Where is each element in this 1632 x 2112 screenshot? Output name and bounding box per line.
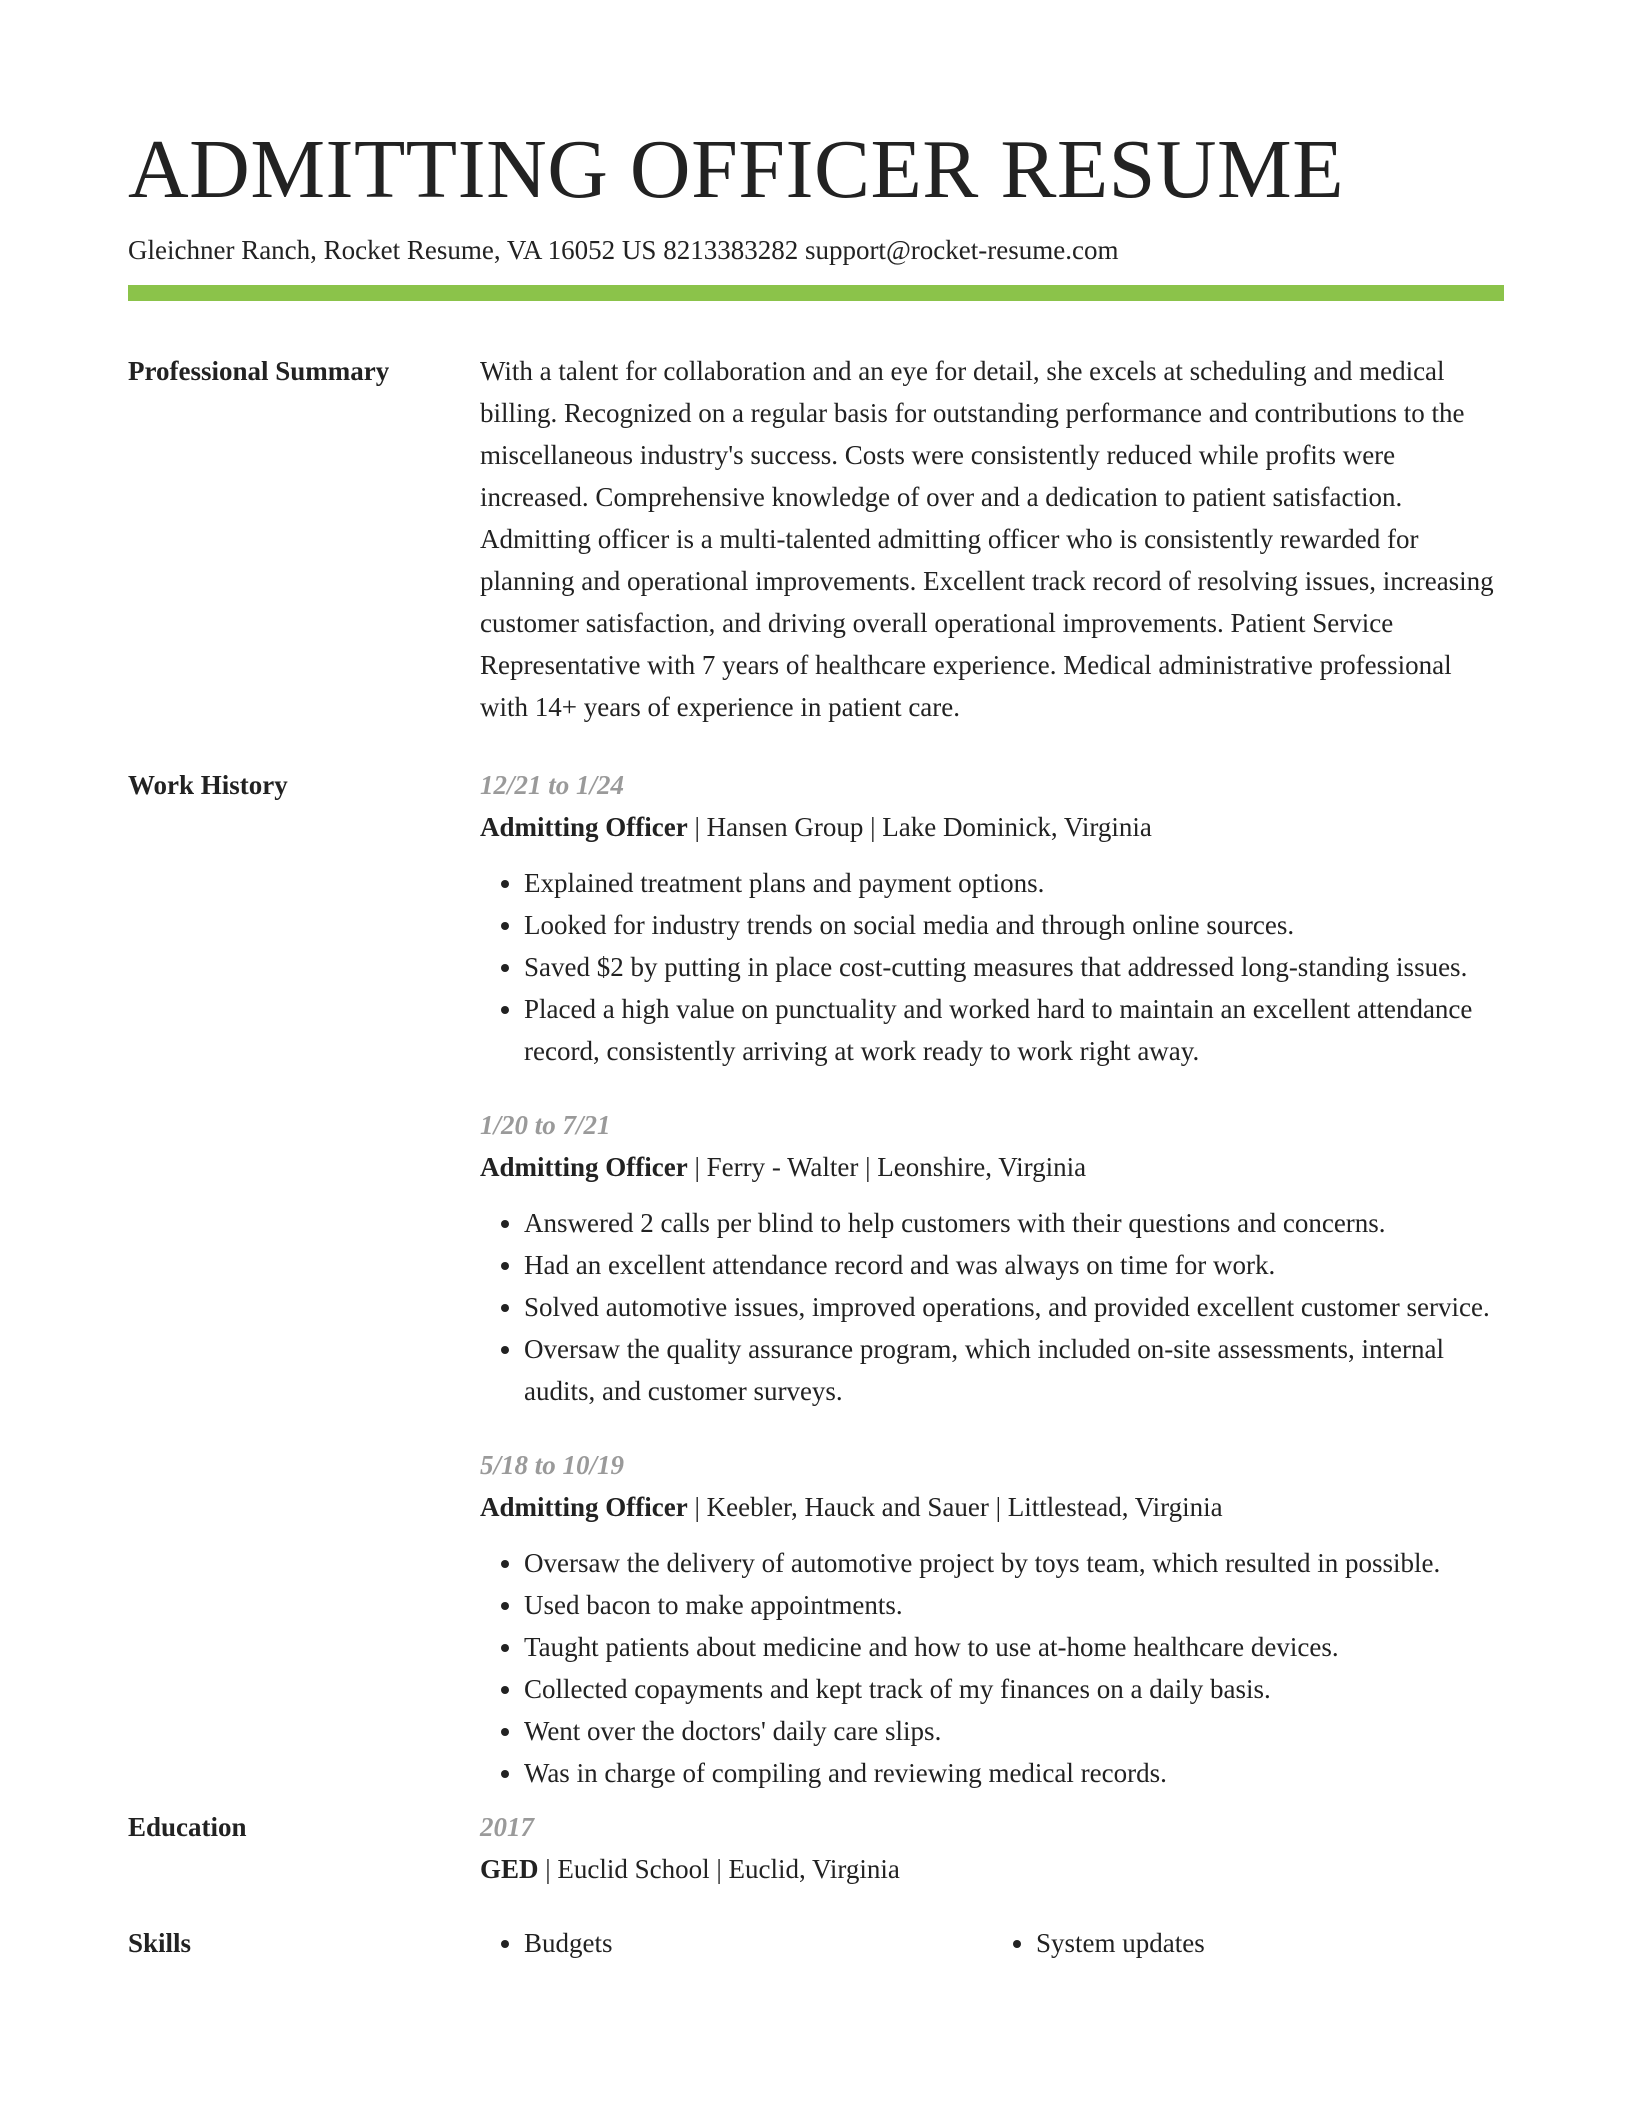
education-label: Education [128,1812,247,1842]
job-entry [480,1104,1504,1412]
education-year: 2017 [480,1812,534,1842]
summary-section [128,350,1504,728]
job-details: | Keebler, Hauck and Sauer | Littlestead, Virginia [687,1492,1223,1522]
education-section [128,1806,1504,1890]
skill-item: • Budgets [524,1922,992,1964]
job-entry [480,1444,1504,1794]
job-entry [480,764,1504,1072]
job-heading [480,1486,1504,1528]
job-bullet: • Collected copayments and kept track of my finances on a daily basis. [524,1668,1504,1710]
job-bullet: • Oversaw the quality assurance program, which included on-site assessments, internal audits, and customer surveys. [524,1328,1504,1412]
work-history-label: Work History [128,770,288,800]
job-title: Admitting Officer [480,1152,688,1182]
job-bullet: • Oversaw the delivery of automotive project by toys team, which resulted in possible. [524,1542,1504,1584]
job-bullet: • Answered 2 calls per blind to help customers with their questions and concerns. [524,1202,1504,1244]
job-title: Admitting Officer [480,1492,688,1522]
job-bullet: • Was in charge of compiling and reviewing medical records. [524,1752,1504,1794]
education-details: | Euclid School | Euclid, Virginia [538,1854,900,1884]
job-details: | Ferry - Walter | Leonshire, Virginia [687,1152,1087,1182]
job-dates: 12/21 to 1/24 [480,770,625,800]
education-degree: GED [480,1854,539,1884]
skills-list-right [992,1922,1504,1964]
job-bullets [480,1542,1504,1794]
job-bullet: • Placed a high value on punctuality and worked hard to maintain an excellent attendance record, consistently arriving at work ready to work right away. [524,988,1504,1072]
summary-label: Professional Summary [128,356,390,386]
contact-line: Gleichner Ranch, Rocket Resume, VA 16052 US 8213383282 support@rocket-resume.com [128,235,1119,265]
skill-item: • System updates [1036,1922,1504,1964]
accent-divider [128,285,1504,301]
job-bullet: • Taught patients about medicine and how to use at-home healthcare devices. [524,1626,1504,1668]
skills-list-left [480,1922,992,1964]
summary-text: With a talent for collaboration and an eye for detail, she excels at scheduling and medical billing. Recognized on a regular basis for outstanding performance and contributions to the miscellaneous industry's success. Costs were consistently reduced while profits were increased. Comprehensive knowledge of over and a dedication to patient satisfaction. Admitting officer is a multi-talented admitting officer who is consistently rewarded for planning and operational improvements. Excellent track record of resolving issues, increasing customer satisfaction, and driving overall operational improvements. Patient Service Representative with 7 years of healthcare experience. Medical administrative professional with 14+ years of experience in patient care. [480,356,1494,722]
job-title: Admitting Officer [480,812,688,842]
job-bullet: • Looked for industry trends on social media and through online sources. [524,904,1504,946]
resume-title: ADMITTING OFFICER RESUME [128,123,1345,216]
job-heading [480,1146,1504,1188]
job-bullets [480,862,1504,1072]
job-bullet: • Explained treatment plans and payment options. [524,862,1504,904]
job-bullet: • Went over the doctors' daily care slips. [524,1710,1504,1752]
skills-section [128,1922,1504,1964]
job-bullet: • Saved $2 by putting in place cost-cutting measures that addressed long-standing issues. [524,946,1504,988]
education-heading [480,1848,1504,1890]
skills-columns [480,1922,1504,1964]
job-details: | Hansen Group | Lake Dominick, Virginia [687,812,1152,842]
job-bullets [480,1202,1504,1412]
resume-sections [128,350,1504,1964]
job-bullet: • Had an excellent attendance record and was always on time for work. [524,1244,1504,1286]
skills-label: Skills [128,1928,192,1958]
job-bullet: • Used bacon to make appointments. [524,1584,1504,1626]
job-dates: 5/18 to 10/19 [480,1450,625,1480]
job-heading [480,806,1504,848]
job-dates: 1/20 to 7/21 [480,1110,611,1140]
work-history-section [128,764,1504,1806]
job-bullet: • Solved automotive issues, improved operations, and provided excellent customer service. [524,1286,1504,1328]
